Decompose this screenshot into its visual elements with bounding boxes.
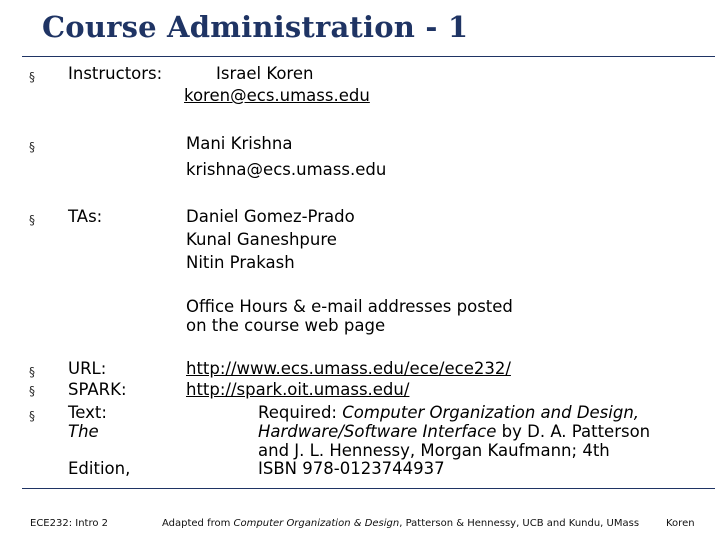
textbook-line-1 xyxy=(258,403,639,422)
office-hours-line-2: on the course web page xyxy=(186,316,386,335)
footer-center xyxy=(162,518,639,529)
footer-center-suffix: , Patterson & Hennessy, UCB and Kundu, UMass xyxy=(399,518,640,529)
text-label: Text: xyxy=(68,403,107,422)
instructors-label: Instructors: xyxy=(68,64,163,83)
spark-label: SPARK: xyxy=(68,380,127,399)
tas-label: TAs: xyxy=(68,207,103,226)
instructor-email-2[interactable]: krishna@ecs.umass.edu xyxy=(186,160,387,179)
bullet-icon: § xyxy=(29,140,35,154)
url-label: URL: xyxy=(68,359,107,378)
instructor-email-1[interactable]: koren@ecs.umass.edu xyxy=(184,86,370,105)
footer-center-prefix: Adapted from xyxy=(162,518,234,529)
textbook-line-3: and J. L. Hennessy, Morgan Kaufmann; 4th xyxy=(258,441,610,460)
bullet-icon: § xyxy=(29,409,35,423)
bullet-icon: § xyxy=(29,70,35,84)
page-title: Course Administration - 1 xyxy=(42,10,469,44)
text-label-the: The xyxy=(68,422,99,441)
textbook-line-2 xyxy=(258,422,650,441)
footer-left: ECE232: Intro 2 xyxy=(30,518,109,529)
ta-name-2: Kunal Ganeshpure xyxy=(186,230,337,249)
bullet-icon: § xyxy=(29,384,35,398)
footer-divider xyxy=(22,488,715,489)
bullet-icon: § xyxy=(29,365,35,379)
instructor-name-1: Israel Koren xyxy=(216,64,314,83)
ta-name-1: Daniel Gomez-Prado xyxy=(186,207,355,226)
footer-right: Koren xyxy=(666,518,695,529)
book-title-1: Computer Organization and Design, xyxy=(342,403,640,422)
course-url-link[interactable]: http://www.ecs.umass.edu/ece/ece232/ xyxy=(186,359,511,378)
spark-url-link[interactable]: http://spark.oit.umass.edu/ xyxy=(186,380,410,399)
book-title-2: Hardware/Software Interface xyxy=(258,422,497,441)
authors-1: by D. A. Patterson xyxy=(496,422,651,441)
footer-center-book: Computer Organization & Design xyxy=(233,518,400,529)
instructor-name-2: Mani Krishna xyxy=(186,134,293,153)
text-label-edition: Edition, xyxy=(68,459,131,478)
textbook-isbn: ISBN 978-0123744937 xyxy=(258,459,445,478)
bullet-icon: § xyxy=(29,213,35,227)
office-hours-line-1: Office Hours & e-mail addresses posted xyxy=(186,297,513,316)
required-prefix: Required: xyxy=(258,403,343,422)
title-divider xyxy=(22,56,715,57)
ta-name-3: Nitin Prakash xyxy=(186,253,295,272)
